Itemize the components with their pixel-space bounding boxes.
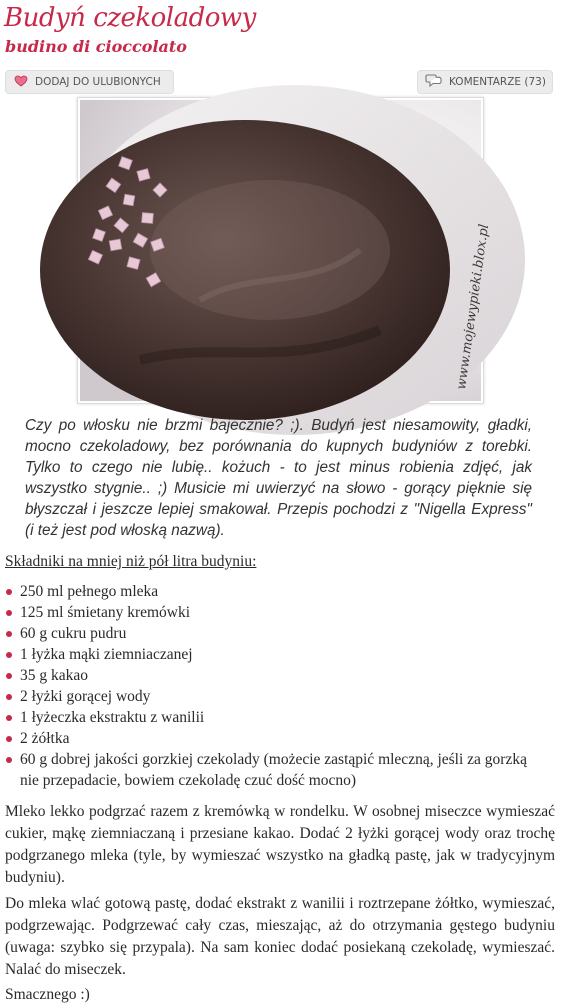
recipe-title: Budyń czekoladowy (4, 3, 256, 33)
list-item: 2 żółtka (0, 728, 545, 749)
add-to-favorites-button[interactable] (5, 70, 174, 94)
bullet-icon (6, 631, 12, 637)
speech-bubble-icon (425, 74, 442, 91)
photo-watermark: www.mojewypieki.blox.pl (454, 223, 493, 391)
pudding-photo-image (80, 100, 493, 401)
list-item: 60 g dobrej jakości gorzkiej czekolady (możecie zastąpić mleczną, jeśli za gorzką nie przepadacie, bowiem czekoladę czuć dość mocno) (0, 749, 545, 791)
comments-button[interactable] (417, 70, 553, 94)
heart-icon (14, 75, 28, 90)
bullet-icon (6, 589, 12, 595)
recipe-subtitle: budino di cioccolato (5, 37, 187, 56)
bullet-icon (6, 673, 12, 679)
pudding-photo (77, 97, 493, 404)
bullet-icon (6, 694, 12, 700)
ingredients-list (0, 581, 545, 791)
list-item: 250 ml pełnego mleka (0, 581, 545, 602)
bullet-icon (6, 652, 12, 658)
ingredients-heading: Składniki na mniej niż pół litra budyniu: (5, 553, 257, 570)
step-paragraph-1: Mleko lekko podgrzać razem z kremówką w rondelku. W osobnej miseczce wymieszać cukier, mąkę ziemniaczaną i przesiane kakao. Dodać 2 łyżki gorącej wody oraz trochę podgrzanego mleka (tyle, by wymieszać wszystko na gładką pastę, jak w tradycyjnym budyniu). (5, 803, 555, 886)
list-item: 1 łyżka mąki ziemniaczanej (0, 644, 545, 665)
comments-label: KOMENTARZE (73) (449, 76, 546, 88)
add-to-favorites-label: DODAJ DO ULUBIONYCH (35, 76, 161, 88)
list-item: 35 g kakao (0, 665, 545, 686)
bullet-icon (6, 715, 12, 721)
list-item: 125 ml śmietany kremówki (0, 602, 545, 623)
list-item: 60 g cukru pudru (0, 623, 545, 644)
bullet-icon (6, 610, 12, 616)
list-item: 2 łyżki gorącej wody (0, 686, 545, 707)
bullet-icon (6, 757, 12, 763)
recipe-intro: Czy po włosku nie brzmi bajecznie? ;). Budyń jest niesamowity, gładki, mocno czekoladowy, bez porównania do kupnych budyniów z torebki. Tylko to czego nie lubię.. kożuch - to jest minus robienia zdjęć, jak wszystko stygnie.. ;) Musicie mi uwierzyć na słowo - gorący pięknie się błyszczał i jeszcze lepiej smakował. Przepis pochodzi z "Nigella Express" (i też jest pod włoską nazwą). (25, 417, 532, 539)
list-item: 1 łyżeczka ekstraktu z wanilii (0, 707, 545, 728)
step-paragraph-2: Do mleka wlać gotową pastę, dodać ekstrakt z wanilii i roztrzepane żółtko, wymieszać, podgrzewając. Podgrzewać cały czas, mieszając, aż do otrzymania gęstego budyniu (uwaga: szybko się przypala). Na sam koniec dodać posiekaną czekoladę, wymieszać. Nalać do miseczek. (5, 895, 555, 978)
bullet-icon (6, 736, 12, 742)
closing-line: Smacznego :) (5, 986, 90, 1003)
